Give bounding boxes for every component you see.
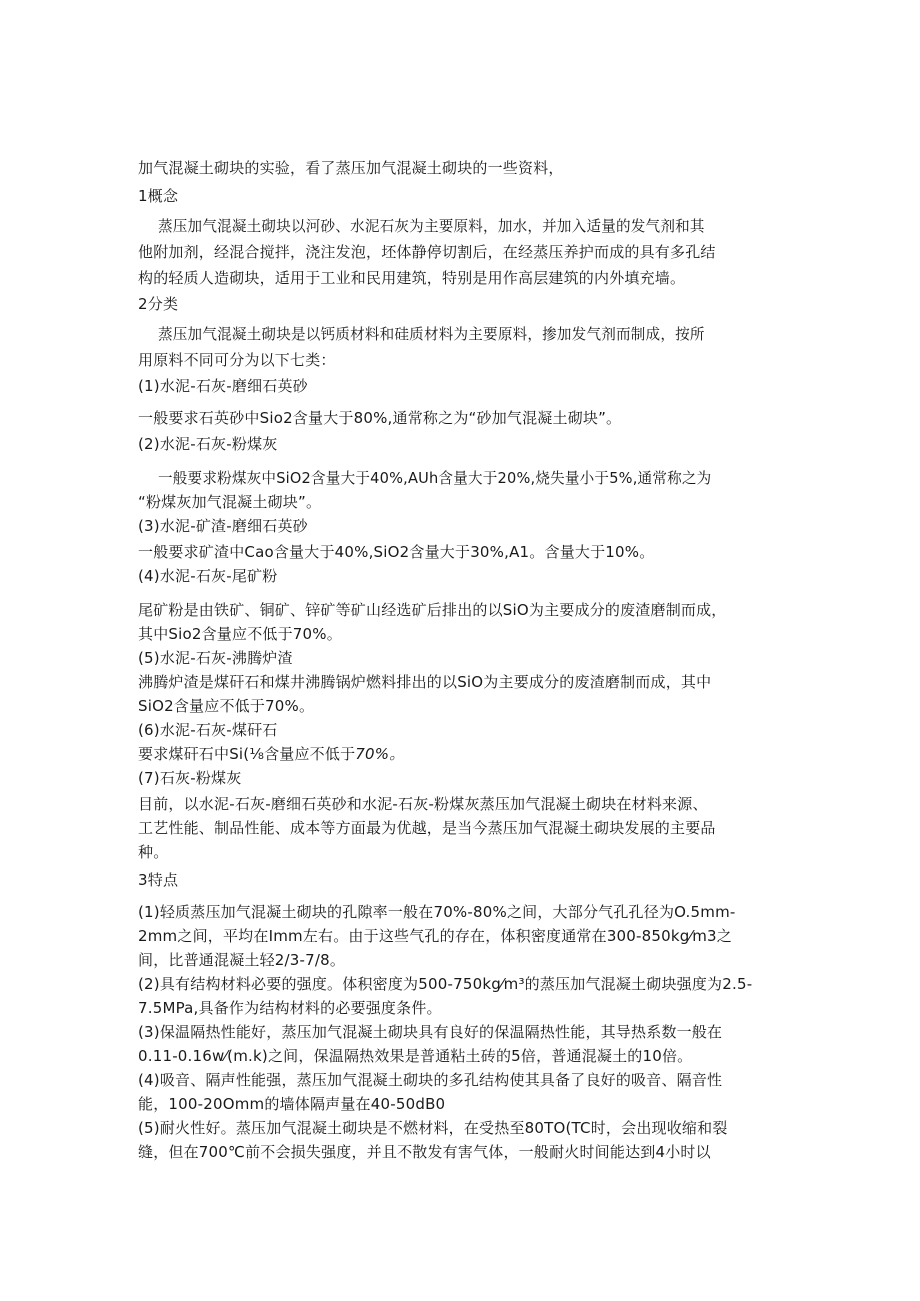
section-2-heading: 2分类 — [138, 295, 179, 313]
feature-3-text: (3)保温隔热性能好，蒸压加气混凝土砌块具有良好的保温隔热性能，其导热系数一般在 — [138, 1023, 723, 1041]
section-3-heading: 3特点 — [138, 871, 179, 889]
feature-1-text: 间，比普通混凝土轻2/3-7/8。 — [138, 951, 346, 969]
section-1-text-line: 蒸压加气混凝土砌块以河砂、水泥石灰为主要原料，加水，并加入适量的发气剂和其 — [158, 217, 705, 235]
category-5-text: SiO2含量应不低于70%。 — [138, 697, 315, 715]
feature-1-text: 2mm之间，平均在Imm左右。由于这些气孔的存在，体积密度通常在300-850kg⁄m3之 — [138, 927, 732, 945]
category-5-text: 沸腾炉渣是煤矸石和煤井沸腾锅炉燃料排出的以SiO为主要成分的废渣磨制而成，其中 — [138, 673, 712, 691]
category-6-text-value: 70%。 — [355, 745, 405, 763]
summary-text-line: 种。 — [138, 843, 169, 861]
category-6-title: (6)水泥-石灰-煤矸石 — [138, 721, 278, 739]
category-2-text: “粉煤灰加气混凝土砌块”。 — [138, 493, 322, 511]
intro-line: 加气混凝土砌块的实验，看了蒸压加气混凝土砌块的一些资料， — [138, 159, 564, 177]
category-3-title: (3)水泥-矿渣-磨细石英砂 — [138, 517, 308, 535]
feature-4-text: 能，100-20Omm的墙体隔声量在40-50dB0 — [138, 1095, 446, 1113]
section-2-text-line: 用原料不同可分为以下七类： — [138, 351, 336, 369]
section-1-text-line: 他附加剂，经混合搅拌，浇注发泡，坯体静停切割后，在经蒸压养护而成的具有多孔结 — [138, 243, 716, 261]
category-6-text-main: 要求煤矸石中Si(⅛含量应不低于 — [138, 745, 356, 763]
category-3-text: 一般要求矿渣中Cao含量大于40%,SiO2含量大于30%,A1。含量大于10%。 — [138, 543, 655, 561]
category-6-text — [138, 744, 788, 764]
category-2-text: 一般要求粉煤灰中SiO2含量大于40%,AUh含量大于20%,烧失量小于5%,通常称之为 — [158, 469, 712, 487]
category-4-title: (4)水泥-石灰-尾矿粉 — [138, 567, 278, 585]
summary-text-line: 工艺性能、制品性能、成本等方面最为优越，是当今蒸压加气混凝土砌块发展的主要品 — [138, 819, 716, 837]
category-4-text: 尾矿粉是由铁矿、铜矿、锌矿等矿山经选矿后排出的以SiO为主要成分的废渣磨制而成， — [138, 601, 727, 619]
section-1-heading: 1概念 — [138, 187, 179, 205]
category-5-title: (5)水泥-石灰-沸腾炉渣 — [138, 649, 293, 667]
feature-4-text: (4)吸音、隔声性能强，蒸压加气混凝土砌块的多孔结构使其具备了良好的吸音、隔音性 — [138, 1071, 723, 1089]
feature-2-text: (2)具有结构材料必要的强度。体积密度为500-750kg⁄m³的蒸压加气混凝土砌块强度为2.5- — [138, 975, 753, 993]
feature-5-text: (5)耐火性好。蒸压加气混凝土砌块是不燃材料，在受热至80TO(TC时，会出现收缩和裂 — [138, 1119, 728, 1137]
feature-3-text: 0.11-0.16w⁄(m.k)之间，保温隔热效果是普通粘土砖的5倍，普通混凝土的10倍。 — [138, 1047, 693, 1065]
summary-text-line: 目前，以水泥-石灰-磨细石英砂和水泥-石灰-粉煤灰蒸压加气混凝土砌块在材料来源、 — [138, 795, 708, 813]
section-1-text-line: 构的轻质人造砌块，适用于工业和民用建筑，特别是用作高层建筑的内外填充墙。 — [138, 269, 686, 287]
category-1-text: 一般要求石英砂中Sio2含量大于80%,通常称之为“砂加气混凝土砌块”。 — [138, 409, 622, 427]
section-2-text-line: 蒸压加气混凝土砌块是以钙质材料和硅质材料为主要原料，掺加发气剂而制成，按所 — [158, 325, 705, 343]
category-7-title: (7)石灰-粉煤灰 — [138, 769, 242, 787]
category-4-text: 其中Sio2含量应不低于70%。 — [138, 625, 342, 643]
feature-2-text: 7.5MPa,具备作为结构材料的必要强度条件。 — [138, 999, 442, 1017]
category-1-title: (1)水泥-石灰-磨细石英砂 — [138, 377, 308, 395]
feature-1-text: (1)轻质蒸压加气混凝土砌块的孔隙率一般在70%-80%之间，大部分气孔孔径为O.5mm- — [138, 903, 736, 921]
feature-5-text: 缝，但在700℃前不会损失强度，并且不散发有害气体，一般耐火时间能达到4小时以 — [138, 1143, 711, 1161]
category-2-title: (2)水泥-石灰-粉煤灰 — [138, 435, 278, 453]
